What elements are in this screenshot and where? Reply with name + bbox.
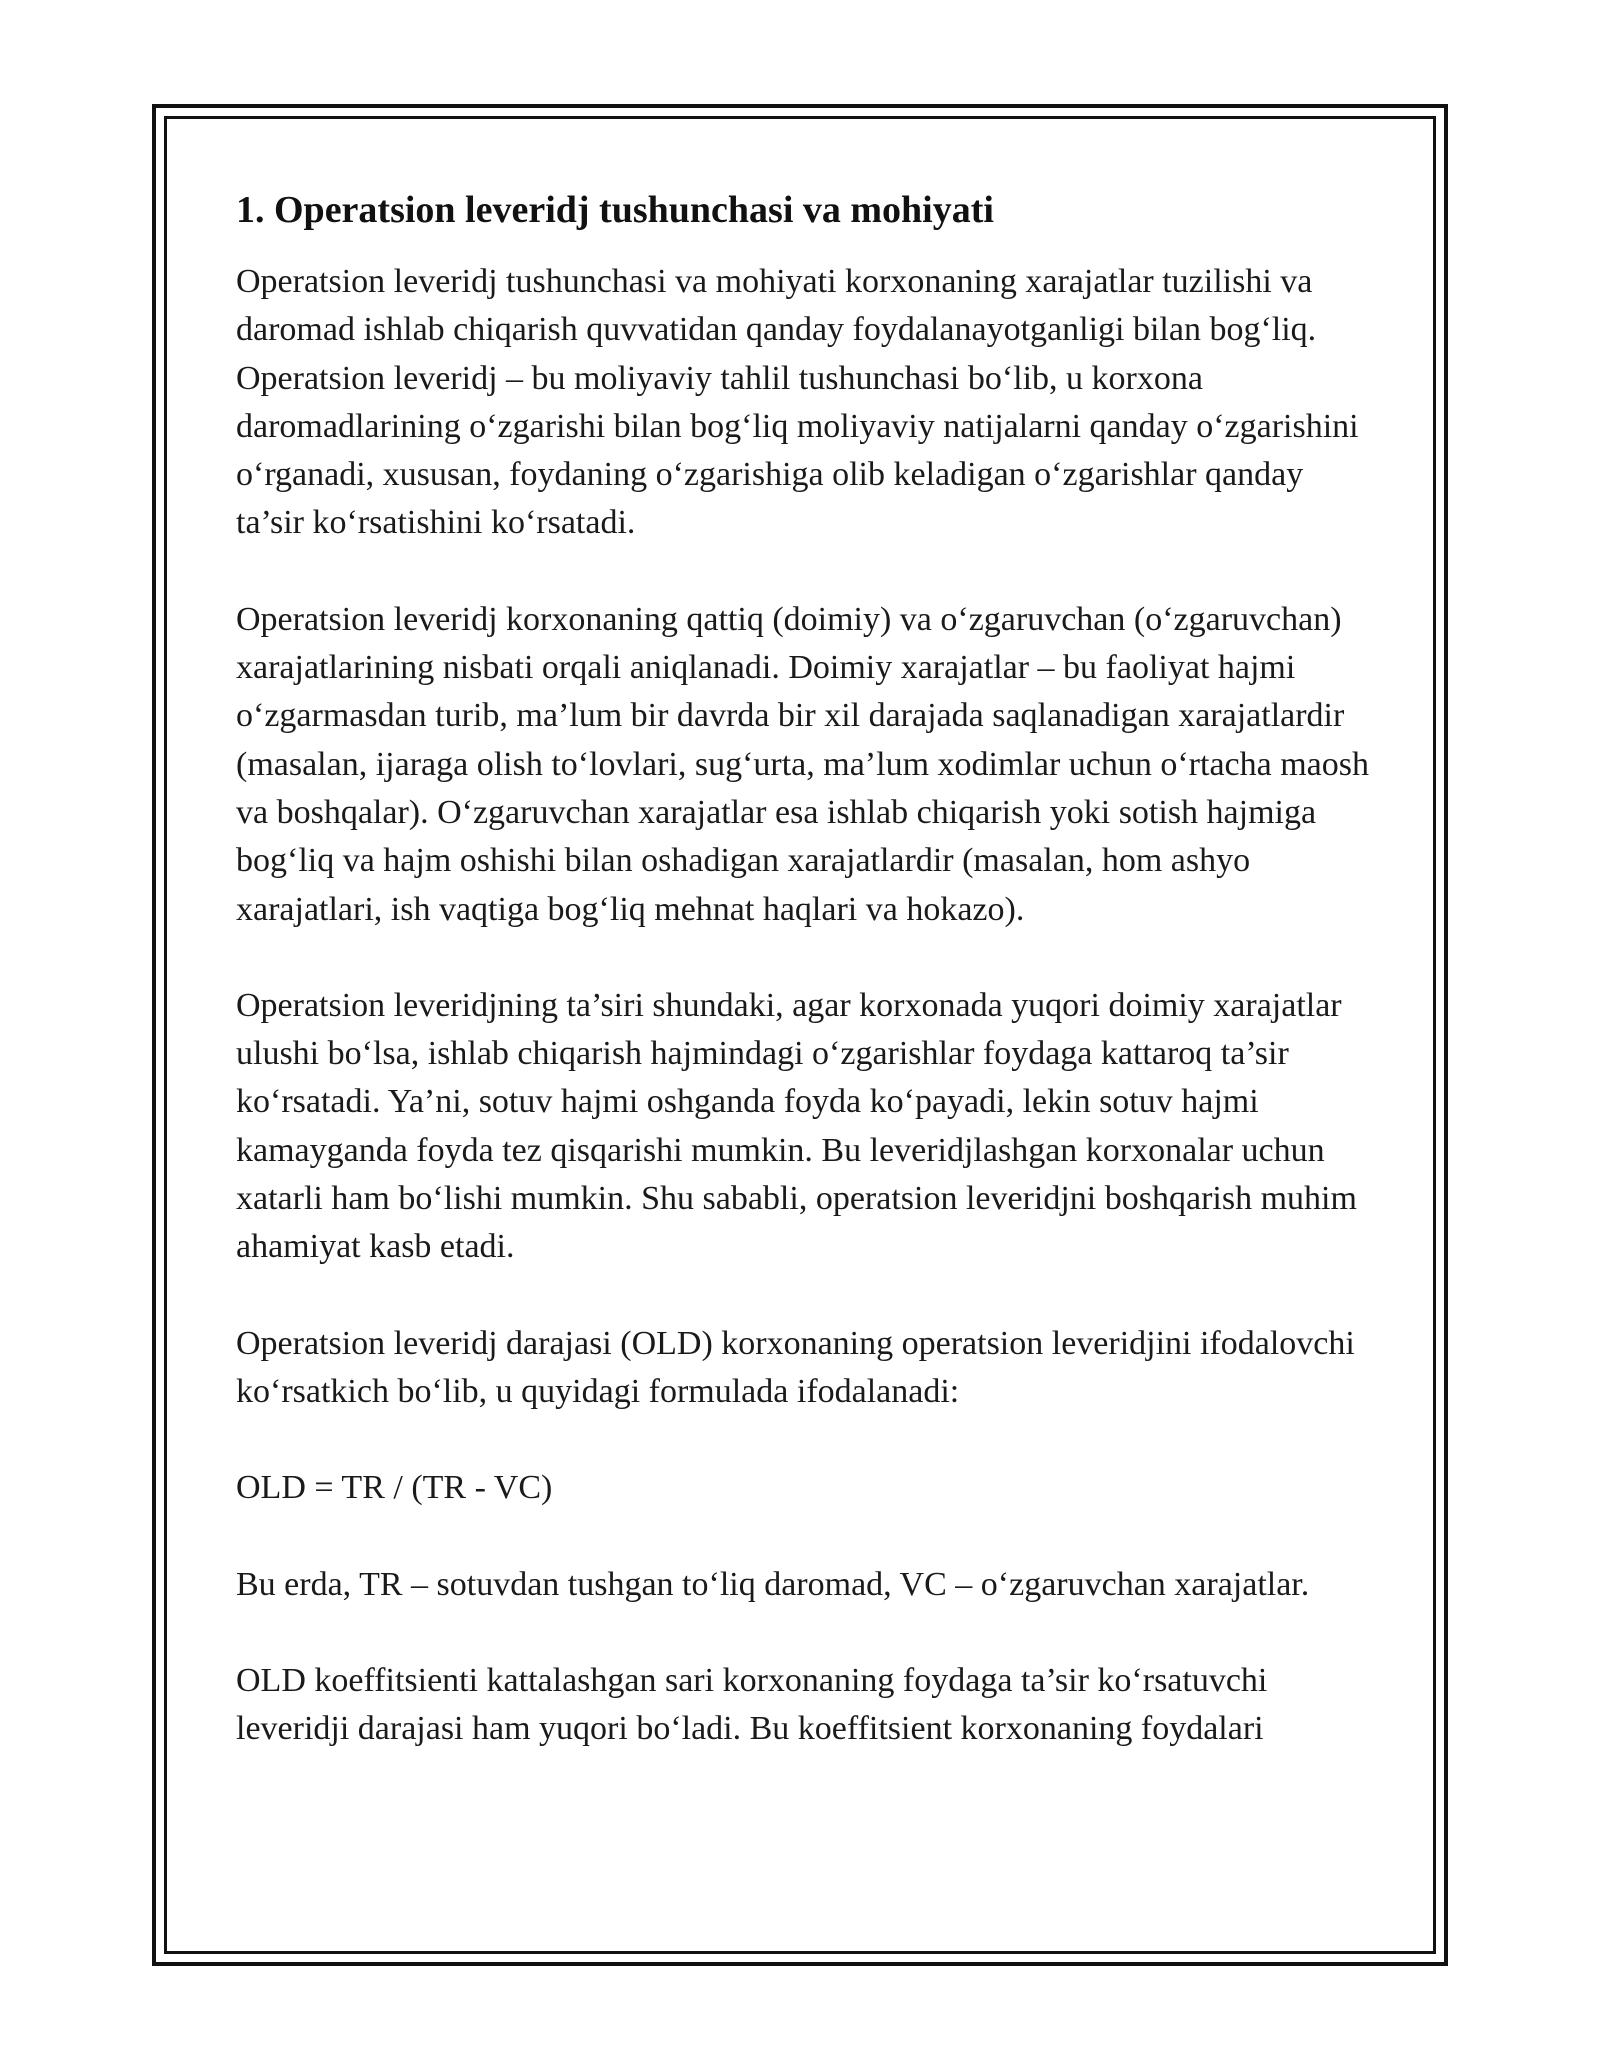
paragraph-formula-legend: Bu erda, TR – sotuvdan tushgan to‘liq daromad, VC – o‘zgaruvchan xarajatlar.	[236, 1565, 1310, 1603]
paragraph-old-coefficient: OLD koeffitsienti kattalashgan sari korxonaning foydaga ta’sir ko‘rsatuvchi leveridji darajasi ham yuqori bo‘ladi. Bu koeffitsient korxonaning foydalari	[236, 1661, 1268, 1748]
paragraph-costs: Operatsion leveridj korxonaning qattiq (doimiy) va o‘zgaruvchan (o‘zgaruvchan) xarajatlarining nisbati orqali aniqlanadi. Doimiy xarajatlar – bu faoliyat hajmi o‘zgarmasdan turib, ma’lum bir davrda bir xil darajada saqlanadigan xarajatlardir (masalan, ijaraga olish to‘lovlari, sug‘urta, ma’lum xodimlar uchun o‘rtacha maosh va boshqalar). O‘zgaruvchan xarajatlar esa ishlab chiqarish yoki sotish hajmiga bog‘liq va hajm oshishi bilan oshadigan xarajatlardir (masalan, hom ashyo xarajatlari, ish vaqtiga bog‘liq mehnat haqlari va hokazo).	[236, 600, 1369, 928]
paragraph-old-definition: Operatsion leveridj darajasi (OLD) korxonaning operatsion leveridjini ifodalovchi ko‘rsatkich bo‘lib, u quyidagi formulada ifodalanadi:	[236, 1324, 1355, 1410]
section-heading: 1. Operatsion leveridj tushunchasi va mohiyati	[236, 189, 994, 231]
formula: OLD = TR / (TR - VC)	[236, 1469, 553, 1507]
paragraph-effect: Operatsion leveridjning ta’siri shundaki, agar korxonada yuqori doimiy xarajatlar ulushi bo‘lsa, ishlab chiqarish hajmindagi o‘zgarishlar foydaga kattaroq ta’sir ko‘rsatadi. Ya’ni, sotuv hajmi oshganda foyda ko‘payadi, lekin sotuv hajmi kamayganda foyda tez qisqarishi mumkin. Bu leveridjlashgan korxonalar uchun xatarli ham bo‘lishi mumkin. Shu sababli, operatsion leveridjni boshqarish muhim ahamiyat kasb etadi.	[236, 986, 1357, 1266]
paragraph-intro: Operatsion leveridj tushunchasi va mohiyati korxonaning xarajatlar tuzilishi va daromad ishlab chiqarish quvvatidan qanday foydalanayotganligi bilan bog‘liq. Operatsion leveridj – bu moliyaviy tahlil tushunchasi bo‘lib, u korxona daromadlarining o‘zgarishi bilan bog‘liq moliyaviy natijalarni qanday o‘zgarishini o‘rganadi, xususan, foydaning o‘zgarishiga olib keladigan o‘zgarishlar qanday ta’sir ko‘rsatishini ko‘rsatadi.	[236, 263, 1359, 542]
document-body	[236, 186, 1376, 1753]
